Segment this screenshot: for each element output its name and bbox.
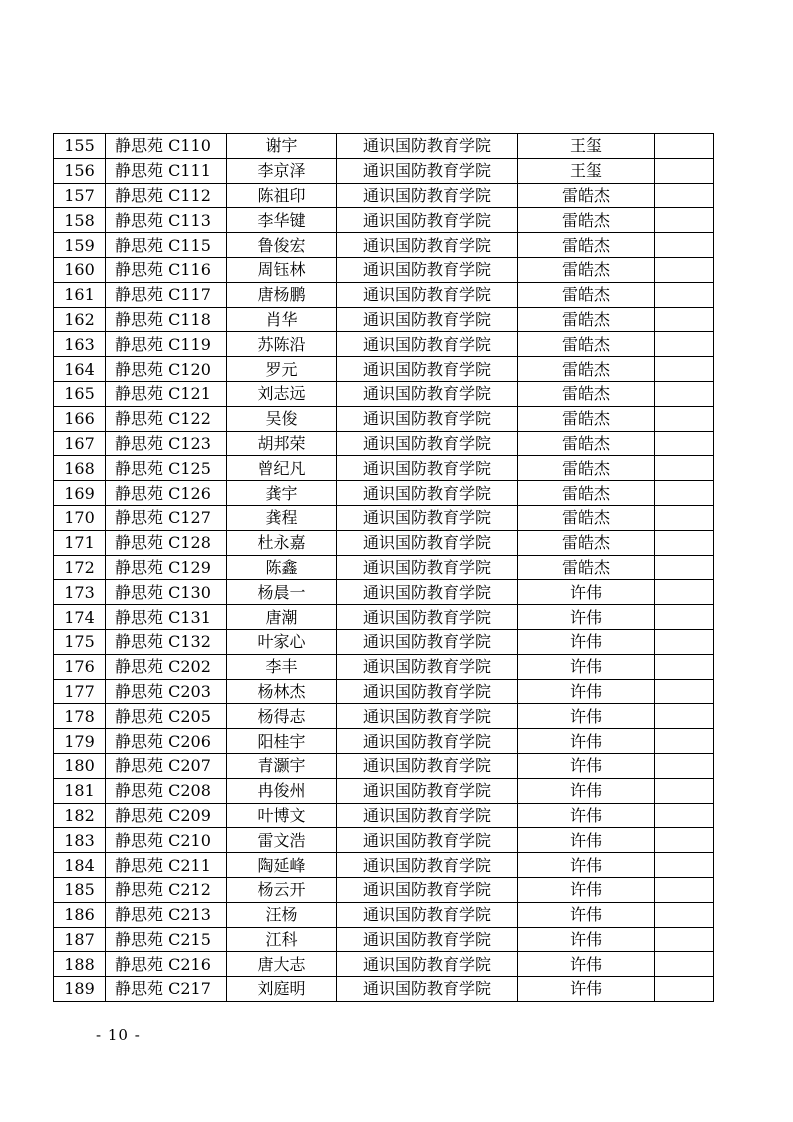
cell-college-name: 通识国防教育学院 [337,282,518,307]
table-row [54,406,714,431]
cell-row-index: 166 [54,406,106,431]
cell-row-index: 161 [54,282,106,307]
cell-remark [655,605,714,630]
cell-row-index: 155 [54,134,106,159]
cell-student-name: 杨得志 [227,704,337,729]
cell-remark [655,406,714,431]
cell-student-name: 江科 [227,927,337,952]
cell-college-name: 通识国防教育学院 [337,828,518,853]
table-row [54,580,714,605]
cell-student-name: 鲁俊宏 [227,233,337,258]
cell-student-name: 叶家心 [227,629,337,654]
cell-student-name: 李京泽 [227,158,337,183]
cell-college-name: 通识国防教育学院 [337,505,518,530]
table-row [54,902,714,927]
cell-student-name: 周钰林 [227,257,337,282]
cell-counselor-name: 许伟 [518,753,655,778]
cell-counselor-name: 雷皓杰 [518,233,655,258]
table-row [54,803,714,828]
cell-row-index: 174 [54,605,106,630]
cell-row-index: 185 [54,877,106,902]
cell-student-name: 谢宇 [227,134,337,159]
cell-student-name: 龚宇 [227,481,337,506]
cell-room-number: 静思苑 C207 [106,753,227,778]
cell-counselor-name: 许伟 [518,629,655,654]
cell-college-name: 通识国防教育学院 [337,902,518,927]
cell-college-name: 通识国防教育学院 [337,629,518,654]
cell-counselor-name: 许伟 [518,853,655,878]
cell-college-name: 通识国防教育学院 [337,580,518,605]
cell-counselor-name: 雷皓杰 [518,481,655,506]
cell-student-name: 李丰 [227,654,337,679]
cell-row-index: 186 [54,902,106,927]
cell-remark [655,853,714,878]
cell-room-number: 静思苑 C110 [106,134,227,159]
page-number: - 10 - [96,1026,141,1044]
cell-remark [655,381,714,406]
table-row [54,158,714,183]
cell-remark [655,828,714,853]
table-row [54,654,714,679]
table-row [54,853,714,878]
cell-remark [655,282,714,307]
cell-college-name: 通识国防教育学院 [337,134,518,159]
table-row [54,927,714,952]
table-row [54,828,714,853]
cell-remark [655,977,714,1002]
cell-remark [655,778,714,803]
cell-remark [655,952,714,977]
table-row [54,481,714,506]
cell-college-name: 通识国防教育学院 [337,654,518,679]
cell-room-number: 静思苑 C202 [106,654,227,679]
cell-counselor-name: 雷皓杰 [518,282,655,307]
cell-room-number: 静思苑 C132 [106,629,227,654]
cell-remark [655,257,714,282]
cell-remark [655,208,714,233]
cell-remark [655,134,714,159]
cell-row-index: 172 [54,555,106,580]
cell-room-number: 静思苑 C217 [106,977,227,1002]
table-row [54,679,714,704]
table-row [54,605,714,630]
cell-row-index: 178 [54,704,106,729]
cell-remark [655,629,714,654]
cell-student-name: 唐杨鹏 [227,282,337,307]
cell-row-index: 169 [54,481,106,506]
cell-college-name: 通识国防教育学院 [337,257,518,282]
cell-counselor-name: 雷皓杰 [518,357,655,382]
cell-row-index: 170 [54,505,106,530]
table-row [54,877,714,902]
table-row [54,505,714,530]
cell-counselor-name: 许伟 [518,654,655,679]
cell-room-number: 静思苑 C209 [106,803,227,828]
cell-counselor-name: 许伟 [518,803,655,828]
cell-student-name: 唐大志 [227,952,337,977]
cell-room-number: 静思苑 C123 [106,431,227,456]
cell-counselor-name: 雷皓杰 [518,555,655,580]
cell-remark [655,357,714,382]
cell-row-index: 173 [54,580,106,605]
table-row [54,778,714,803]
cell-room-number: 静思苑 C119 [106,332,227,357]
cell-row-index: 176 [54,654,106,679]
cell-remark [655,332,714,357]
cell-row-index: 156 [54,158,106,183]
cell-remark [655,580,714,605]
cell-college-name: 通识国防教育学院 [337,753,518,778]
cell-row-index: 183 [54,828,106,853]
cell-student-name: 龚程 [227,505,337,530]
cell-room-number: 静思苑 C212 [106,877,227,902]
cell-college-name: 通识国防教育学院 [337,357,518,382]
cell-room-number: 静思苑 C128 [106,530,227,555]
cell-room-number: 静思苑 C120 [106,357,227,382]
cell-college-name: 通识国防教育学院 [337,233,518,258]
cell-student-name: 雷文浩 [227,828,337,853]
cell-student-name: 唐潮 [227,605,337,630]
table-row [54,381,714,406]
cell-student-name: 胡邦荣 [227,431,337,456]
cell-remark [655,753,714,778]
cell-room-number: 静思苑 C206 [106,729,227,754]
table-row [54,629,714,654]
cell-row-index: 179 [54,729,106,754]
cell-room-number: 静思苑 C130 [106,580,227,605]
cell-row-index: 158 [54,208,106,233]
cell-room-number: 静思苑 C111 [106,158,227,183]
cell-remark [655,456,714,481]
cell-college-name: 通识国防教育学院 [337,481,518,506]
cell-college-name: 通识国防教育学院 [337,431,518,456]
cell-student-name: 陈鑫 [227,555,337,580]
table-row [54,307,714,332]
cell-student-name: 杨林杰 [227,679,337,704]
table-row [54,704,714,729]
cell-remark [655,158,714,183]
cell-row-index: 187 [54,927,106,952]
cell-remark [655,505,714,530]
cell-remark [655,927,714,952]
cell-college-name: 通识国防教育学院 [337,158,518,183]
cell-student-name: 杨晨一 [227,580,337,605]
cell-row-index: 167 [54,431,106,456]
cell-remark [655,679,714,704]
cell-college-name: 通识国防教育学院 [337,332,518,357]
cell-college-name: 通识国防教育学院 [337,877,518,902]
cell-remark [655,183,714,208]
cell-room-number: 静思苑 C113 [106,208,227,233]
table-row [54,977,714,1002]
cell-counselor-name: 王玺 [518,158,655,183]
cell-student-name: 杜永嘉 [227,530,337,555]
cell-student-name: 汪杨 [227,902,337,927]
cell-college-name: 通识国防教育学院 [337,456,518,481]
cell-remark [655,902,714,927]
cell-row-index: 159 [54,233,106,258]
table-row [54,431,714,456]
cell-college-name: 通识国防教育学院 [337,183,518,208]
cell-room-number: 静思苑 C216 [106,952,227,977]
cell-room-number: 静思苑 C117 [106,282,227,307]
cell-room-number: 静思苑 C122 [106,406,227,431]
cell-row-index: 164 [54,357,106,382]
cell-college-name: 通识国防教育学院 [337,803,518,828]
cell-counselor-name: 雷皓杰 [518,530,655,555]
cell-student-name: 刘庭明 [227,977,337,1002]
cell-counselor-name: 王玺 [518,134,655,159]
cell-counselor-name: 雷皓杰 [518,257,655,282]
cell-remark [655,654,714,679]
cell-room-number: 静思苑 C115 [106,233,227,258]
cell-room-number: 静思苑 C210 [106,828,227,853]
cell-counselor-name: 雷皓杰 [518,456,655,481]
cell-room-number: 静思苑 C118 [106,307,227,332]
cell-college-name: 通识国防教育学院 [337,307,518,332]
cell-row-index: 168 [54,456,106,481]
cell-student-name: 曾纪凡 [227,456,337,481]
cell-remark [655,877,714,902]
cell-remark [655,481,714,506]
cell-room-number: 静思苑 C129 [106,555,227,580]
table-row [54,555,714,580]
table-row [54,282,714,307]
cell-remark [655,555,714,580]
cell-row-index: 175 [54,629,106,654]
cell-college-name: 通识国防教育学院 [337,605,518,630]
cell-row-index: 162 [54,307,106,332]
cell-remark [655,431,714,456]
cell-student-name: 青灏宇 [227,753,337,778]
cell-student-name: 阳桂宇 [227,729,337,754]
cell-counselor-name: 雷皓杰 [518,406,655,431]
table-row [54,183,714,208]
cell-row-index: 181 [54,778,106,803]
cell-student-name: 罗元 [227,357,337,382]
cell-counselor-name: 雷皓杰 [518,208,655,233]
cell-student-name: 冉俊州 [227,778,337,803]
cell-row-index: 171 [54,530,106,555]
cell-counselor-name: 许伟 [518,952,655,977]
cell-room-number: 静思苑 C211 [106,853,227,878]
cell-college-name: 通识国防教育学院 [337,778,518,803]
cell-counselor-name: 雷皓杰 [518,307,655,332]
cell-student-name: 李华键 [227,208,337,233]
cell-counselor-name: 雷皓杰 [518,332,655,357]
cell-college-name: 通识国防教育学院 [337,704,518,729]
cell-row-index: 163 [54,332,106,357]
cell-counselor-name: 许伟 [518,927,655,952]
cell-student-name: 陶延峰 [227,853,337,878]
table-row [54,257,714,282]
cell-student-name: 苏陈沿 [227,332,337,357]
cell-counselor-name: 许伟 [518,877,655,902]
cell-counselor-name: 许伟 [518,580,655,605]
table-row [54,753,714,778]
cell-remark [655,803,714,828]
cell-college-name: 通识国防教育学院 [337,927,518,952]
cell-row-index: 177 [54,679,106,704]
cell-row-index: 184 [54,853,106,878]
table-row [54,233,714,258]
cell-counselor-name: 许伟 [518,679,655,704]
cell-remark [655,704,714,729]
cell-room-number: 静思苑 C205 [106,704,227,729]
cell-student-name: 吴俊 [227,406,337,431]
table-row [54,456,714,481]
cell-college-name: 通识国防教育学院 [337,679,518,704]
cell-remark [655,233,714,258]
cell-student-name: 刘志远 [227,381,337,406]
cell-room-number: 静思苑 C125 [106,456,227,481]
cell-row-index: 182 [54,803,106,828]
cell-counselor-name: 许伟 [518,902,655,927]
cell-row-index: 180 [54,753,106,778]
cell-counselor-name: 雷皓杰 [518,381,655,406]
cell-counselor-name: 雷皓杰 [518,431,655,456]
cell-room-number: 静思苑 C213 [106,902,227,927]
cell-student-name: 陈祖印 [227,183,337,208]
cell-remark [655,530,714,555]
cell-student-name: 肖华 [227,307,337,332]
cell-room-number: 静思苑 C112 [106,183,227,208]
cell-college-name: 通识国防教育学院 [337,729,518,754]
table-row [54,729,714,754]
cell-room-number: 静思苑 C127 [106,505,227,530]
cell-room-number: 静思苑 C208 [106,778,227,803]
cell-counselor-name: 许伟 [518,704,655,729]
cell-college-name: 通识国防教育学院 [337,952,518,977]
table-row [54,952,714,977]
cell-college-name: 通识国防教育学院 [337,406,518,431]
cell-room-number: 静思苑 C121 [106,381,227,406]
cell-counselor-name: 雷皓杰 [518,505,655,530]
cell-row-index: 160 [54,257,106,282]
cell-room-number: 静思苑 C215 [106,927,227,952]
roster-table-body [54,134,714,1002]
table-row [54,332,714,357]
cell-remark [655,729,714,754]
roster-table [53,133,714,1002]
cell-remark [655,307,714,332]
cell-room-number: 静思苑 C131 [106,605,227,630]
cell-college-name: 通识国防教育学院 [337,530,518,555]
cell-row-index: 189 [54,977,106,1002]
cell-college-name: 通识国防教育学院 [337,208,518,233]
cell-room-number: 静思苑 C203 [106,679,227,704]
cell-college-name: 通识国防教育学院 [337,381,518,406]
cell-college-name: 通识国防教育学院 [337,977,518,1002]
cell-row-index: 188 [54,952,106,977]
cell-counselor-name: 许伟 [518,605,655,630]
table-row [54,357,714,382]
table-row [54,208,714,233]
cell-counselor-name: 许伟 [518,828,655,853]
cell-row-index: 157 [54,183,106,208]
cell-counselor-name: 许伟 [518,778,655,803]
cell-student-name: 叶博文 [227,803,337,828]
table-row [54,134,714,159]
cell-counselor-name: 许伟 [518,977,655,1002]
cell-college-name: 通识国防教育学院 [337,555,518,580]
cell-row-index: 165 [54,381,106,406]
cell-room-number: 静思苑 C116 [106,257,227,282]
table-row [54,530,714,555]
cell-student-name: 杨云开 [227,877,337,902]
cell-counselor-name: 雷皓杰 [518,183,655,208]
cell-counselor-name: 许伟 [518,729,655,754]
cell-college-name: 通识国防教育学院 [337,853,518,878]
cell-room-number: 静思苑 C126 [106,481,227,506]
